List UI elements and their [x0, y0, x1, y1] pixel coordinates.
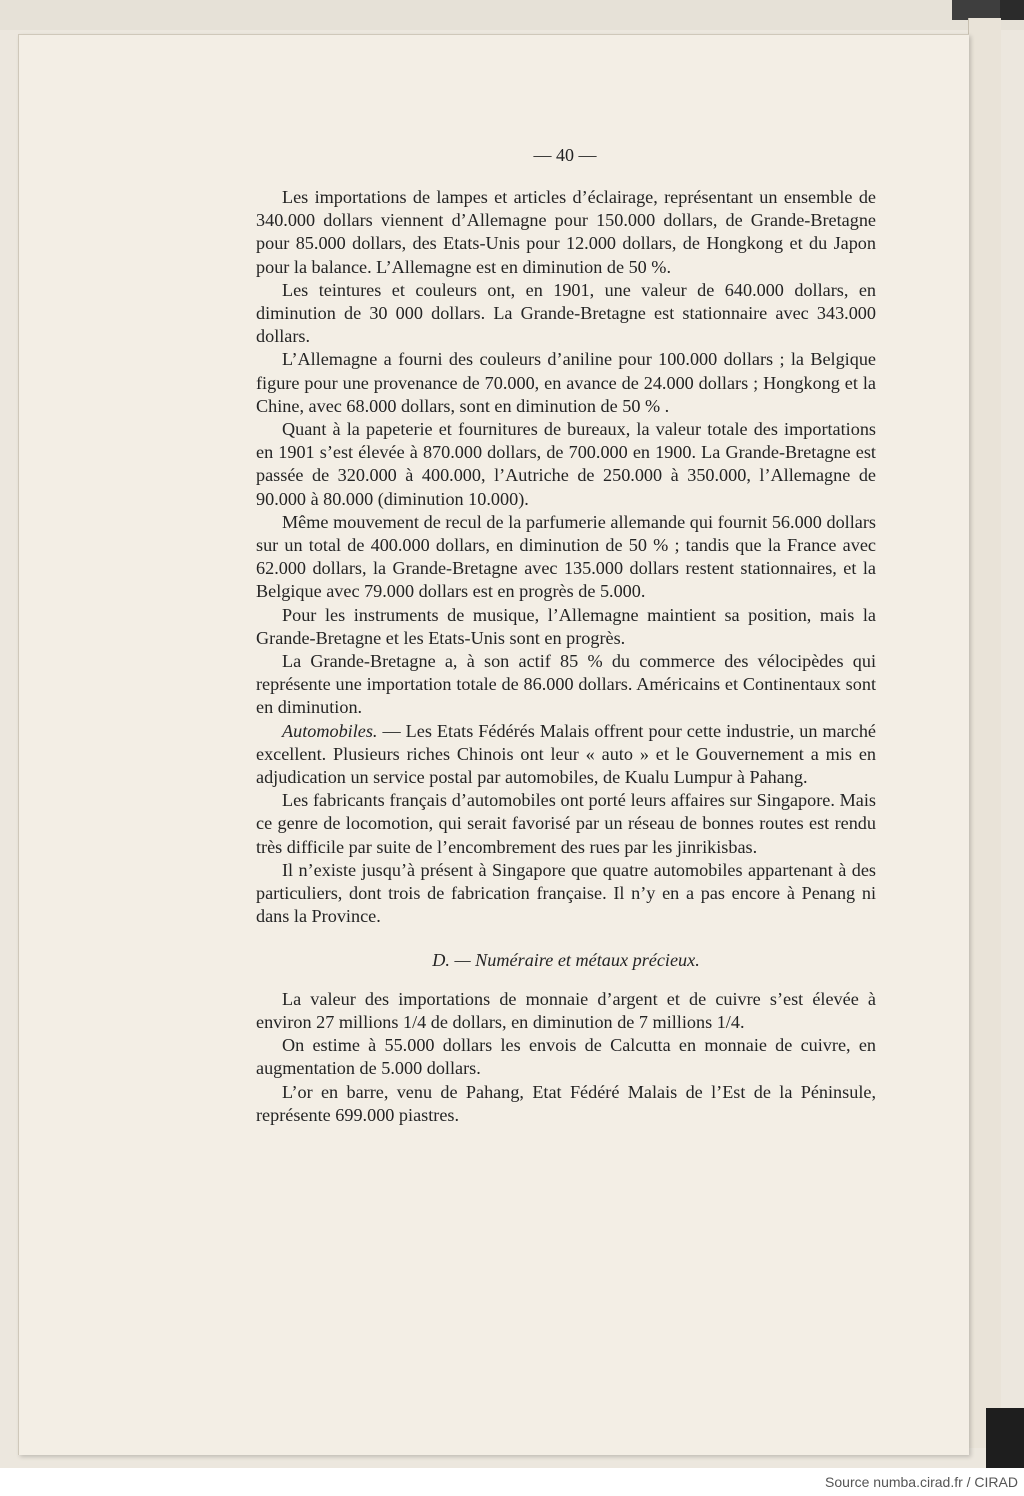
scan-top-edge	[0, 0, 1024, 30]
book-binding-corner	[1000, 0, 1024, 20]
paragraph-calcutta: On estime à 55.000 dollars les envois de Calcutta en monnaie de cuivre, en augmentation de 5.000 dollars.	[256, 1035, 876, 1079]
paragraph-aniline: L’Allemagne a fourni des couleurs d’aniline pour 100.000 dollars ; la Belgique figure pour une provenance de 70.000, en avance de 24.000 dollars ; Hongkong et la Chine, avec 68.000 dollars, sont en diminution de 50 % .	[256, 349, 876, 416]
paragraph-musique: Pour les instruments de musique, l’Allemagne maintient sa position, mais la Grande-Bretagne et les Etats-Unis sont en progrès.	[256, 604, 876, 648]
paragraph-parfumerie: Même mouvement de recul de la parfumerie allemande qui fournit 56.000 dollars sur un total de 400.000 dollars, en diminution de 50 % ; tandis que la France avec 62.000 dollars, la Grande-Bretagne avec 135.000 dollars restent stationnaires, et la Belgique avec 79.000 dollars est en progrès de 5.000.	[256, 511, 876, 602]
page-number: — 40 —	[533, 145, 597, 165]
paragraph-fabricants: Les fabricants français d’automobiles ont porté leurs affaires sur Singapore. Mais ce genre de locomotion, qui serait favorisé par un réseau de bonnes routes est rendu très difficile par suite de l’encombrement des rues par les jinrikisbas.	[256, 790, 876, 857]
paragraph-teintures: Les teintures et couleurs ont, en 1901, une valeur de 640.000 dollars, en diminution de 30 000 dollars. La Grande-Bretagne est stationnaire avec 343.000 dollars.	[256, 279, 876, 347]
source-credit: Source numba.cirad.fr / CIRAD	[825, 1474, 1018, 1490]
book-binding-bottom	[986, 1408, 1024, 1468]
page-body	[256, 186, 876, 1127]
adjacent-page-edge	[968, 18, 1001, 1448]
paragraph-papeterie: Quant à la papeterie et fournitures de bureaux, la valeur totale des importations en 1901 s’est élevée à 870.000 dollars, de 700.000 en 1900. La Grande-Bretagne est passée de 320.000 à 400.000, l’Autriche de 250.000 à 350.000, l’Allemagne de 90.000 à 80.000 (diminution 10.000).	[256, 419, 876, 509]
automobiles-label: Automobiles.	[282, 720, 378, 741]
paragraph-automobiles	[256, 720, 876, 790]
paragraph-or: L’or en barre, venu de Pahang, Etat Fédéré Malais de l’Est de la Péninsule, représente 699.000 piastres.	[256, 1081, 876, 1125]
paragraph-monnaie: La valeur des importations de monnaie d’argent et de cuivre s’est élevée à environ 27 millions 1/4 de dollars, en diminution de 7 millions 1/4.	[256, 988, 876, 1032]
automobiles-text: — Les Etats Fédérés Malais offrent pour cette industrie, un marché excellent. Plusieurs riches Chinois ont leur « auto » et le Gouvernement a mis en adjudication un service postal par automobiles, de Kualu Lumpur à Pahang.	[256, 720, 876, 788]
paragraph-lampes: Les importations de lampes et articles d’éclairage, représentant un ensemble de 340.000 dollars viennent d’Allemagne pour 150.000 dollars, de Grande-Bretagne pour 85.000 dollars, des Etats-Unis pour 12.000 dollars, de Hongkong et du Japon pour la balance. L’Allemagne est en diminution de 50 %.	[256, 187, 876, 277]
paragraph-singapore: Il n’existe jusqu’à présent à Singapore que quatre automobiles appartenant à des particuliers, dont trois de fabrication française. Il n’y en a pas encore à Penang ni dans la Province.	[256, 859, 876, 927]
section-title: D. — Numéraire et métaux précieux.	[432, 949, 700, 970]
paragraph-velocipedes: La Grande-Bretagne a, à son actif 85 % du commerce des vélocipèdes qui représente une importation totale de 86.000 dollars. Américains et Continentaux sont en diminution.	[256, 651, 876, 718]
